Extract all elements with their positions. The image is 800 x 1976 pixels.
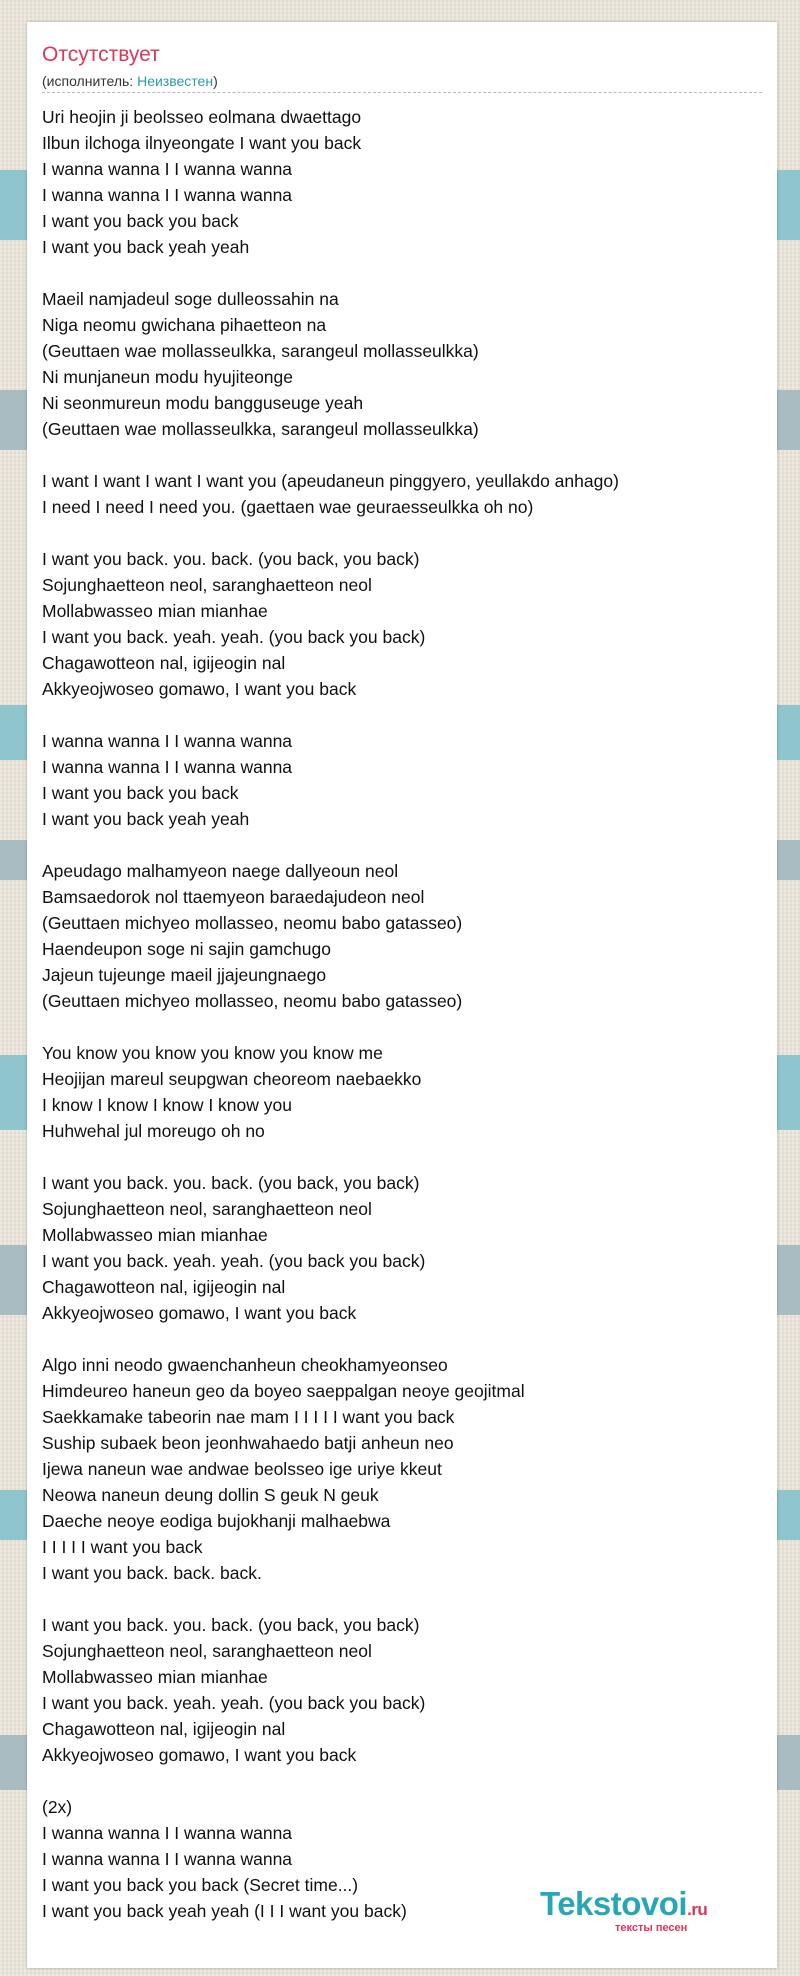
lyric-line: (Geuttaen wae mollasseulkka, sarangeul mollasseulkka) [42, 419, 479, 439]
stanza-break [42, 702, 767, 728]
lyric-line: I want you back. yeah. yeah. (you back you back) [42, 627, 426, 647]
lyric-line: Mollabwasseo mian mianhae [42, 1667, 268, 1687]
lyric-line: Niga neomu gwichana pihaetteon na [42, 315, 327, 335]
logo-name: Tekstovoi [540, 1885, 688, 1922]
lyric-line: Sojunghaetteon neol, saranghaetteon neol [42, 575, 372, 595]
lyric-line: Akkyeojwoseo gomawo, I want you back [42, 1745, 357, 1765]
stanza-break [42, 442, 767, 468]
lyric-line: Mollabwasseo mian mianhae [42, 1225, 268, 1245]
lyric-line: I want you back you back [42, 211, 239, 231]
lyric-line: (Geuttaen michyeo mollasseo, neomu babo gatasseo) [42, 991, 463, 1011]
lyric-line: Chagawotteon nal, igijeogin nal [42, 1277, 286, 1297]
lyric-line: Maeil namjadeul soge dulleossahin na [42, 289, 339, 309]
lyric-line: I wanna wanna I I wanna wanna [42, 1823, 293, 1843]
lyric-line: Apeudago malhamyeon naege dallyeoun neol [42, 861, 399, 881]
stanza-break [42, 1326, 767, 1352]
lyric-line: I want you back you back [42, 783, 239, 803]
lyric-line: Ijewa naneun wae andwae beolsseo ige uriye kkeut [42, 1459, 442, 1479]
stanza-break [42, 832, 767, 858]
lyric-line: Daeche neoye eodiga bujokhanji malhaebwa [42, 1511, 391, 1531]
lyric-line: I want you back. yeah. yeah. (you back you back) [42, 1693, 426, 1713]
lyric-line: Suship subaek beon jeonhwahaedo batji anheun neo [42, 1433, 454, 1453]
lyric-line: I want you back. you. back. (you back, you back) [42, 1615, 420, 1635]
logo-tld: .ru [687, 1900, 708, 1919]
lyric-line: (Geuttaen michyeo mollasseo, neomu babo gatasseo) [42, 913, 463, 933]
lyric-line: I want you back. yeah. yeah. (you back you back) [42, 1251, 426, 1271]
lyric-line: I want you back yeah yeah (I I I want you back) [42, 1901, 407, 1921]
artist-suffix: ) [213, 73, 218, 89]
lyric-line: I wanna wanna I I wanna wanna [42, 159, 293, 179]
lyric-line: Heojijan mareul seupgwan cheoreom naebaekko [42, 1069, 422, 1089]
lyric-line: I wanna wanna I I wanna wanna [42, 757, 293, 777]
lyric-line: Ni seonmureun modu bangguseuge yeah [42, 393, 364, 413]
lyric-line: I want you back. back. back. [42, 1563, 262, 1583]
lyric-line: (2x) [42, 1797, 73, 1817]
lyric-line: Ni munjaneun modu hyujiteonge [42, 367, 293, 387]
lyric-line: Akkyeojwoseo gomawo, I want you back [42, 679, 357, 699]
lyric-line: Chagawotteon nal, igijeogin nal [42, 653, 286, 673]
lyric-line: Sojunghaetteon neol, saranghaetteon neol [42, 1199, 372, 1219]
lyric-line: Algo inni neodo gwaenchanheun cheokhamyeonseo [42, 1355, 448, 1375]
stanza-break [42, 260, 767, 286]
stanza-break [42, 1586, 767, 1612]
lyrics-card [27, 22, 777, 1968]
song-title: Отсутствует [42, 43, 160, 66]
stanza-break [42, 1014, 767, 1040]
stanza-break [42, 1144, 767, 1170]
lyric-line: I want I want I want I want you (apeudaneun pinggyero, yeullakdo anhago) [42, 471, 619, 491]
lyric-line: Himdeureo haneun geo da boyeo saeppalgan neoye geojitmal [42, 1381, 525, 1401]
lyric-line: Chagawotteon nal, igijeogin nal [42, 1719, 286, 1739]
lyric-line: Ilbun ilchoga ilnyeongate I want you back [42, 133, 362, 153]
lyric-line: Uri heojin ji beolsseo eolmana dwaettago [42, 107, 362, 127]
lyric-line: Haendeupon soge ni sajin gamchugo [42, 939, 331, 959]
lyric-line: I know I know I know I know you [42, 1095, 292, 1115]
lyrics-body [42, 104, 767, 1924]
logo-tagline: тексты песен [615, 1922, 688, 1934]
lyric-line: Neowa naneun deung dollin S geuk N geuk [42, 1485, 379, 1505]
lyric-line: I I I I I want you back [42, 1537, 203, 1557]
lyric-line: (Geuttaen wae mollasseulkka, sarangeul mollasseulkka) [42, 341, 479, 361]
lyric-line: Huhwehal jul moreugo oh no [42, 1121, 265, 1141]
lyric-line: Akkyeojwoseo gomawo, I want you back [42, 1303, 357, 1323]
lyric-line: Mollabwasseo mian mianhae [42, 601, 268, 621]
stanza-break [42, 1768, 767, 1794]
lyric-line: I wanna wanna I I wanna wanna [42, 185, 293, 205]
artist-line [42, 72, 218, 90]
lyric-line: I want you back yeah yeah [42, 237, 250, 257]
lyric-line: Sojunghaetteon neol, saranghaetteon neol [42, 1641, 372, 1661]
lyric-line: Saekkamake tabeorin nae mam I I I I I want you back [42, 1407, 455, 1427]
lyric-line: You know you know you know you know me [42, 1043, 383, 1063]
lyric-line: I want you back you back (Secret time...) [42, 1875, 359, 1895]
lyric-line: I want you back yeah yeah [42, 809, 250, 829]
artist-link[interactable]: Неизвестен [137, 73, 214, 89]
lyric-line: I need I need I need you. (gaettaen wae geuraesseulkka oh no) [42, 497, 534, 517]
lyric-line: Bamsaedorok nol ttaemyeon baraedajudeon neol [42, 887, 425, 907]
site-logo[interactable] [540, 1885, 740, 1935]
title-divider [42, 92, 762, 93]
lyric-line: I wanna wanna I I wanna wanna [42, 731, 293, 751]
artist-prefix: (исполнитель: [42, 73, 138, 89]
lyric-line: I wanna wanna I I wanna wanna [42, 1849, 293, 1869]
lyric-line: I want you back. you. back. (you back, you back) [42, 1173, 420, 1193]
stanza-break [42, 520, 767, 546]
lyric-line: Jajeun tujeunge maeil jjajeungnaego [42, 965, 327, 985]
lyric-line: I want you back. you. back. (you back, you back) [42, 549, 420, 569]
